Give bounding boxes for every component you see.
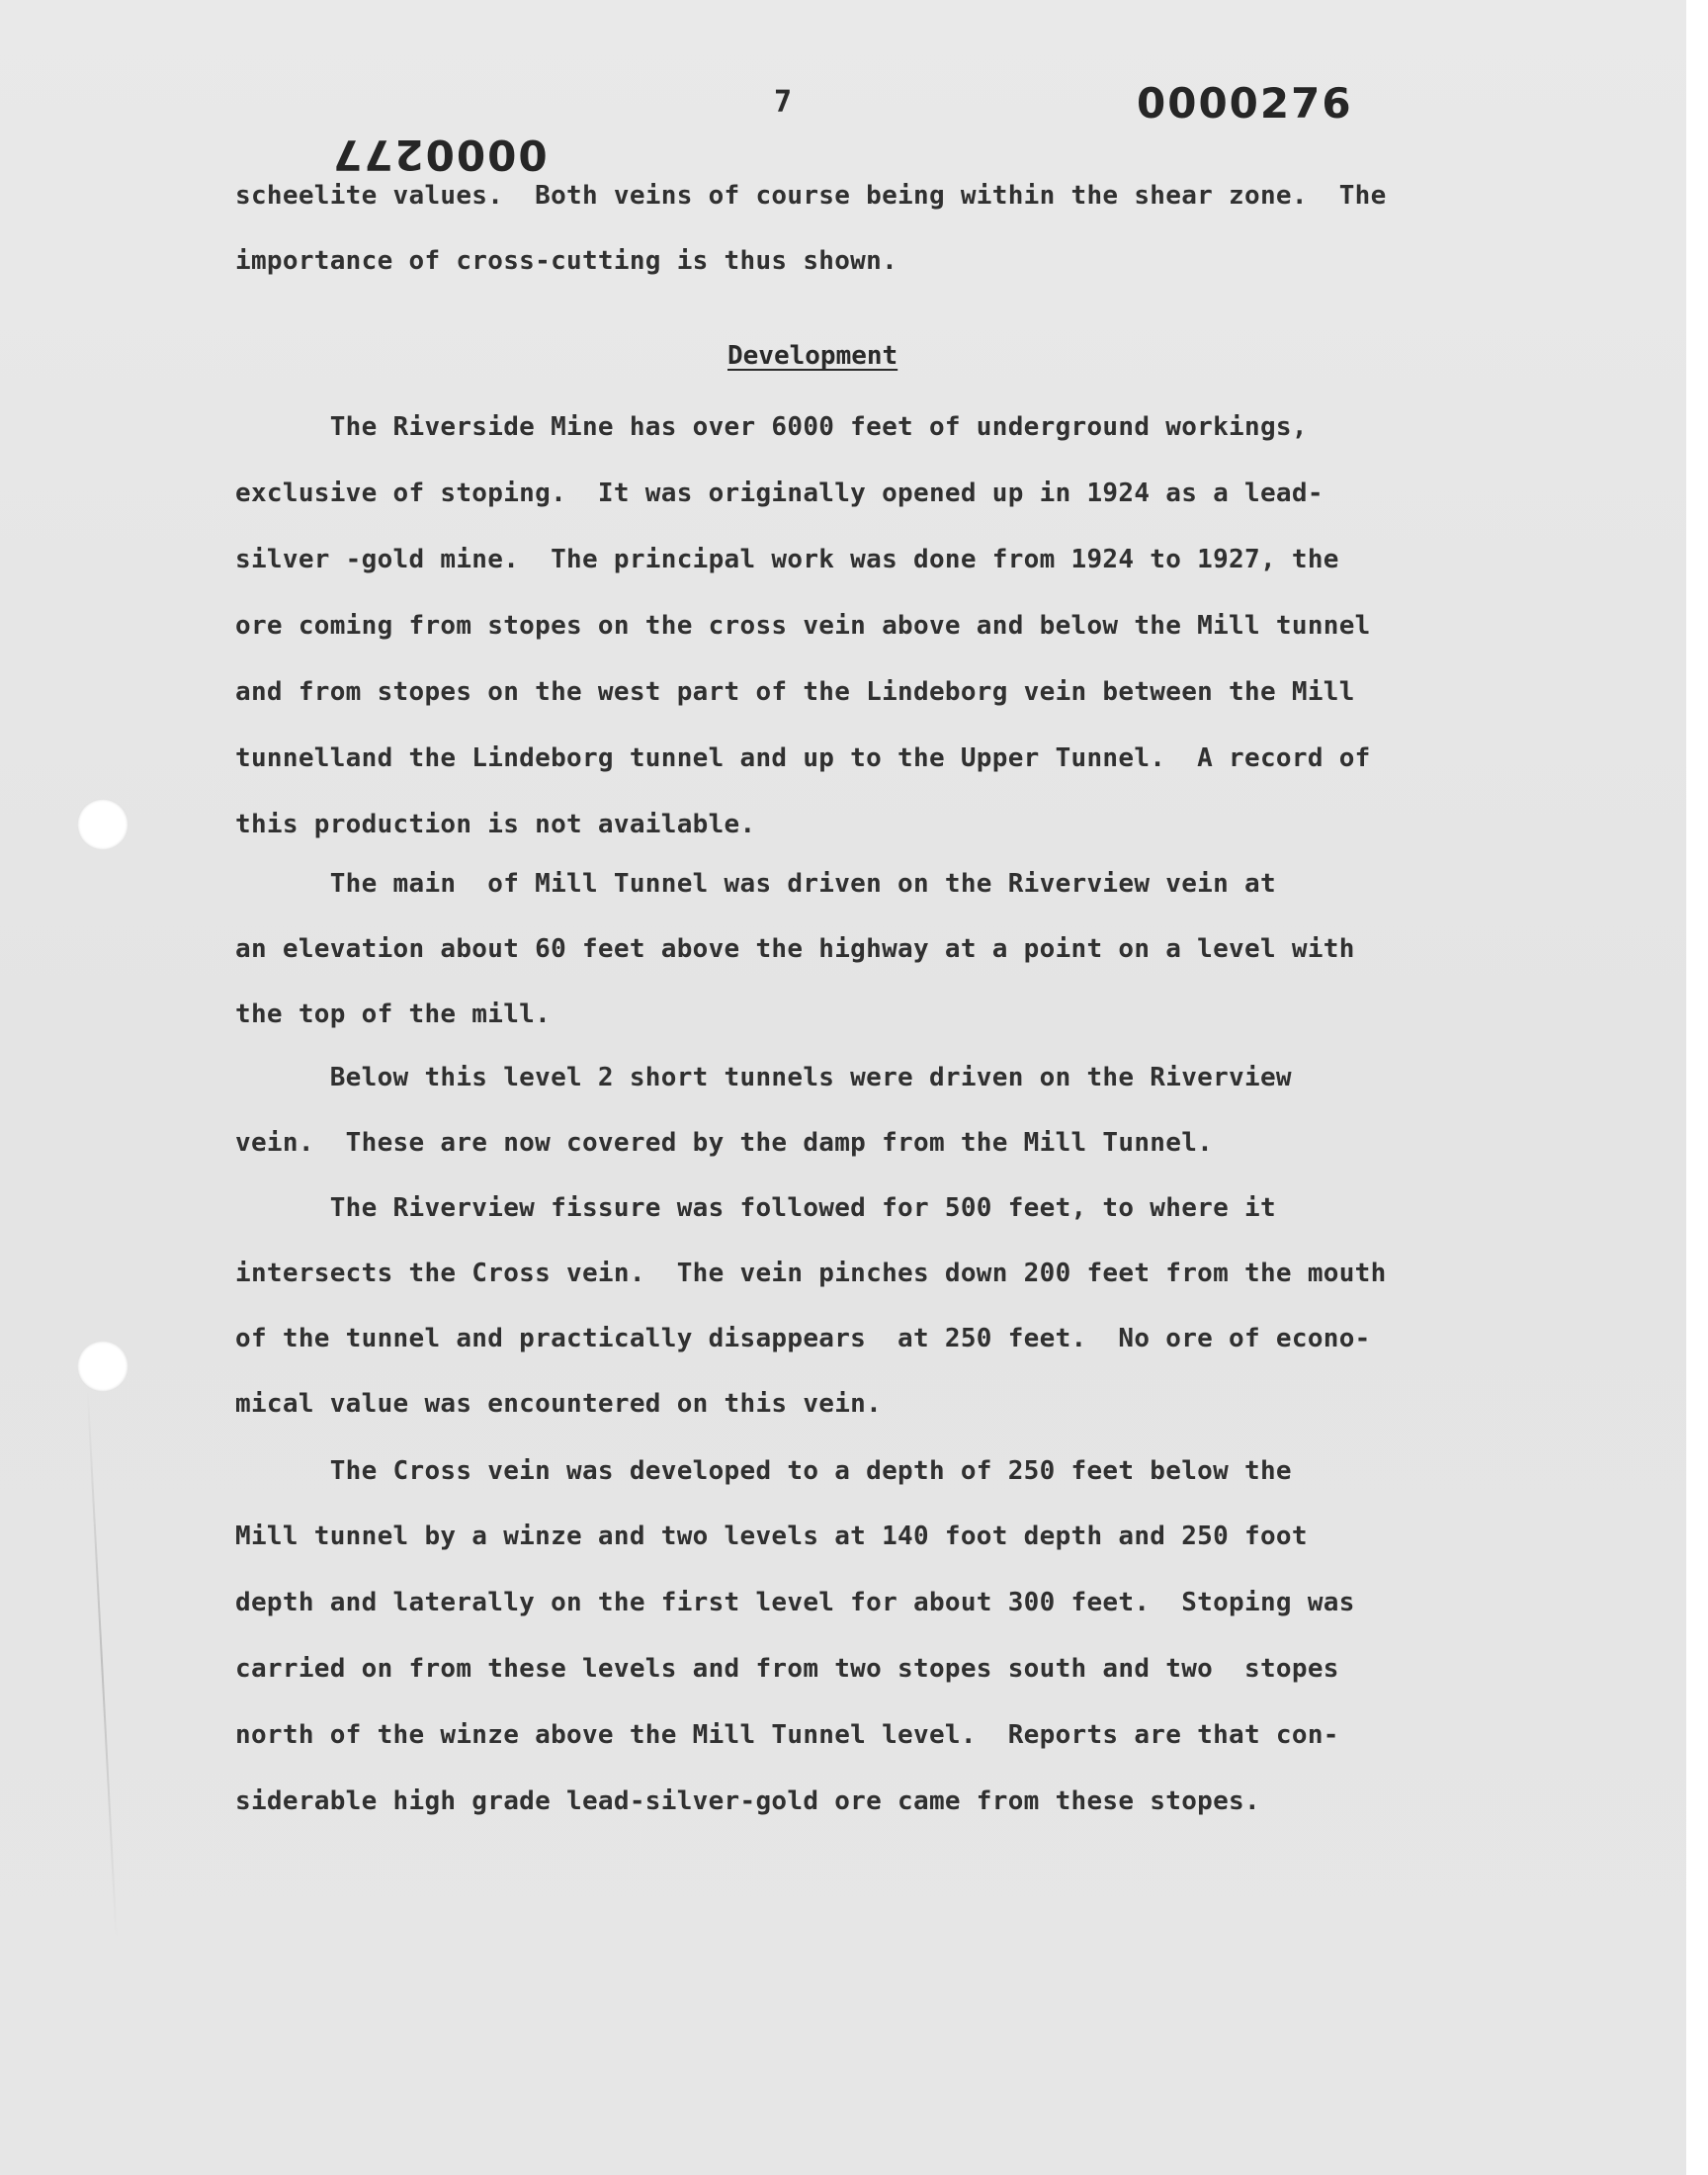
paragraph-line: The Riverview fissure was followed for 500 feet, to where it [235,1193,1276,1223]
margin-smudge [86,1384,117,1937]
paragraph-line: exclusive of stoping. It was originally opened up in 1924 as a lead- [235,478,1324,508]
paragraph-line: tunnelland the Lindeborg tunnel and up to the Upper Tunnel. A record of [235,743,1371,773]
paragraph-line: mical value was encountered on this vein. [235,1389,883,1419]
paragraph-line: an elevation about 60 feet above the highway at a point on a level with [235,934,1355,964]
punch-hole [77,799,128,850]
paragraph-line: depth and laterally on the first level for about 300 feet. Stoping was [235,1588,1355,1617]
paragraph-line: this production is not available. [235,810,756,839]
scan-margin [1686,0,1708,2175]
intro-line: scheelite values. Both veins of course being within the shear zone. The [235,181,1387,211]
paragraph-line: silver -gold mine. The principal work was done from 1924 to 1927, the [235,545,1339,574]
paragraph-line: siderable high grade lead-silver-gold ore came from these stopes. [235,1786,1260,1816]
intro-line: importance of cross-cutting is thus shown. [235,246,898,276]
section-heading: Development [727,341,898,371]
paragraph-line: Mill tunnel by a winze and two levels at 140 foot depth and 250 foot [235,1522,1308,1551]
inverted-document-id-stamp: 0000277 [331,130,548,179]
paragraph-line: The Cross vein was developed to a depth of 250 feet below the [235,1456,1292,1486]
paragraph-line: and from stopes on the west part of the Lindeborg vein between the Mill [235,677,1355,707]
page-number: 7 [774,85,793,120]
paragraph-line: Below this level 2 short tunnels were driven on the Riverview [235,1063,1292,1092]
punch-hole [77,1341,128,1392]
paragraph-line: of the tunnel and practically disappears at 250 feet. No ore of econo- [235,1324,1371,1353]
paragraph-line: intersects the Cross vein. The vein pinches down 200 feet from the mouth [235,1259,1387,1288]
paragraph-line: north of the winze above the Mill Tunnel level. Reports are that con- [235,1720,1339,1750]
paragraph-line: ore coming from stopes on the cross vein above and below the Mill tunnel [235,611,1371,641]
paragraph-line: vein. These are now covered by the damp from the Mill Tunnel. [235,1128,1214,1158]
document-id-stamp: 0000276 [1137,79,1353,128]
paragraph-line: the top of the mill. [235,1000,552,1029]
paragraph-line: The Riverside Mine has over 6000 feet of underground workings, [235,412,1308,442]
paragraph-line: The main of Mill Tunnel was driven on the Riverview vein at [235,869,1276,899]
paragraph-line: carried on from these levels and from two stopes south and two stopes [235,1654,1339,1684]
